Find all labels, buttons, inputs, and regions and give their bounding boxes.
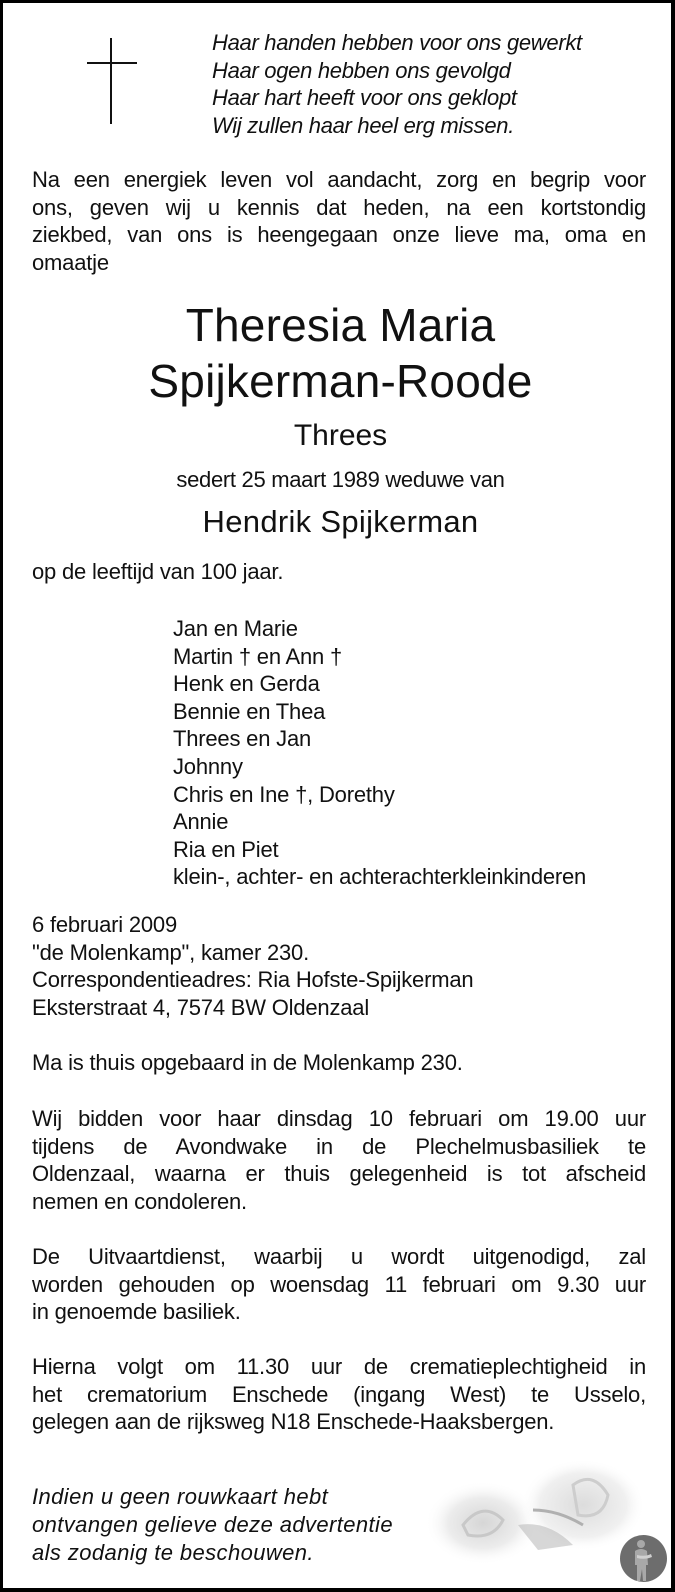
deceased-nickname: Threes [293,419,388,452]
vigil-line: nemen en condoleren. [32,1188,247,1214]
intro-line: ziekbed, van ons is heengegaan onze lieve ma, oma en [32,222,646,247]
figures-icon [620,1535,667,1582]
cross-vertical-bar [110,38,112,124]
family-member: klein-, achter- en achterachterkleinkinderen [173,864,587,890]
family-member: Jan en Marie [173,616,298,641]
cremation-line: Hierna volgt om 11.30 uur de crematieplechtigheid in [32,1354,646,1379]
closing-note [32,1483,393,1567]
closing-note-line: als zodanig te beschouwen. [32,1540,314,1565]
cremation-line: het crematorium Enschede (ingang West) te Usselo, [32,1381,646,1407]
funeral-line: in genoemde basiliek. [32,1299,241,1324]
correspondence-contact: Correspondentieadres: Ria Hofste-Spijkerman [32,967,474,992]
family-member: Johnny [173,753,243,779]
intro-line: Na een energiek leven vol aandacht, zorg en begrip voor [32,167,646,192]
age-line: op de leeftijd van 100 jaar. [32,559,284,584]
family-member: Henk en Gerda [173,671,320,697]
vigil-line: tijdens de Avondwake in de Plechelmusbasiliek te [32,1133,646,1159]
poem-line: Haar ogen hebben ons gevolgd [212,57,511,83]
date-of-death: 6 februari 2009 [32,912,177,937]
memorial-logo-icon[interactable] [620,1535,667,1582]
widow-since: sedert 25 maart 1989 weduwe van [176,467,505,492]
laid-out-note: Ma is thuis opgebaard in de Molenkamp 230. [32,1050,463,1075]
deceased-name-first: Theresia Maria [185,299,496,351]
cremation-paragraph [32,1353,646,1436]
roses-image [423,1455,648,1565]
husband-name: Hendrik Spijkerman [202,504,479,539]
funeral-paragraph [32,1243,646,1326]
family-member: Annie [173,809,229,835]
family-member: Chris en Ine †, Dorethy [173,781,395,807]
poem-line: Wij zullen haar heel erg missen. [212,112,515,138]
vigil-line: Wij bidden voor haar dinsdag 10 februari om 19.00 uur [32,1106,646,1131]
vigil-line: Oldenzaal, waarna er thuis gelegenheid is tot afscheid [32,1161,646,1186]
cross-icon [87,38,137,124]
correspondence-address: Eksterstraat 4, 7574 BW Oldenzaal [32,994,370,1020]
family-member: Martin † en Ann † [173,643,343,669]
poem-line: Haar hart heeft voor ons geklopt [212,85,517,110]
intro-line: omaatje [32,249,109,275]
vigil-paragraph [32,1105,646,1215]
family-member: Ria en Piet [173,836,279,862]
family-list [173,615,586,891]
intro-paragraph [32,166,646,276]
cremation-line: gelegen aan de rijksweg N18 Enschede-Haaksbergen. [32,1409,555,1434]
closing-note-line: Indien u geen rouwkaart hebt [32,1484,329,1509]
funeral-line: worden gehouden op woensdag 11 februari om 9.30 uur [32,1271,646,1297]
place-of-death: "de Molenkamp", kamer 230. [32,939,309,965]
deceased-name-last: Spijkerman-Roode [148,355,533,407]
details-block [32,911,646,1021]
poem [212,29,582,139]
closing-note-line: ontvangen gelieve deze advertentie [32,1512,393,1537]
family-member: Threes en Jan [173,726,312,752]
intro-line: ons, geven wij u kennis dat heden, na een kortstondig [32,194,646,220]
family-member: Bennie en Thea [173,698,326,724]
funeral-line: De Uitvaartdienst, waarbij u wordt uitgenodigd, zal [32,1244,646,1269]
poem-line: Haar handen hebben voor ons gewerkt [212,30,582,55]
cross-horizontal-bar [87,62,137,64]
